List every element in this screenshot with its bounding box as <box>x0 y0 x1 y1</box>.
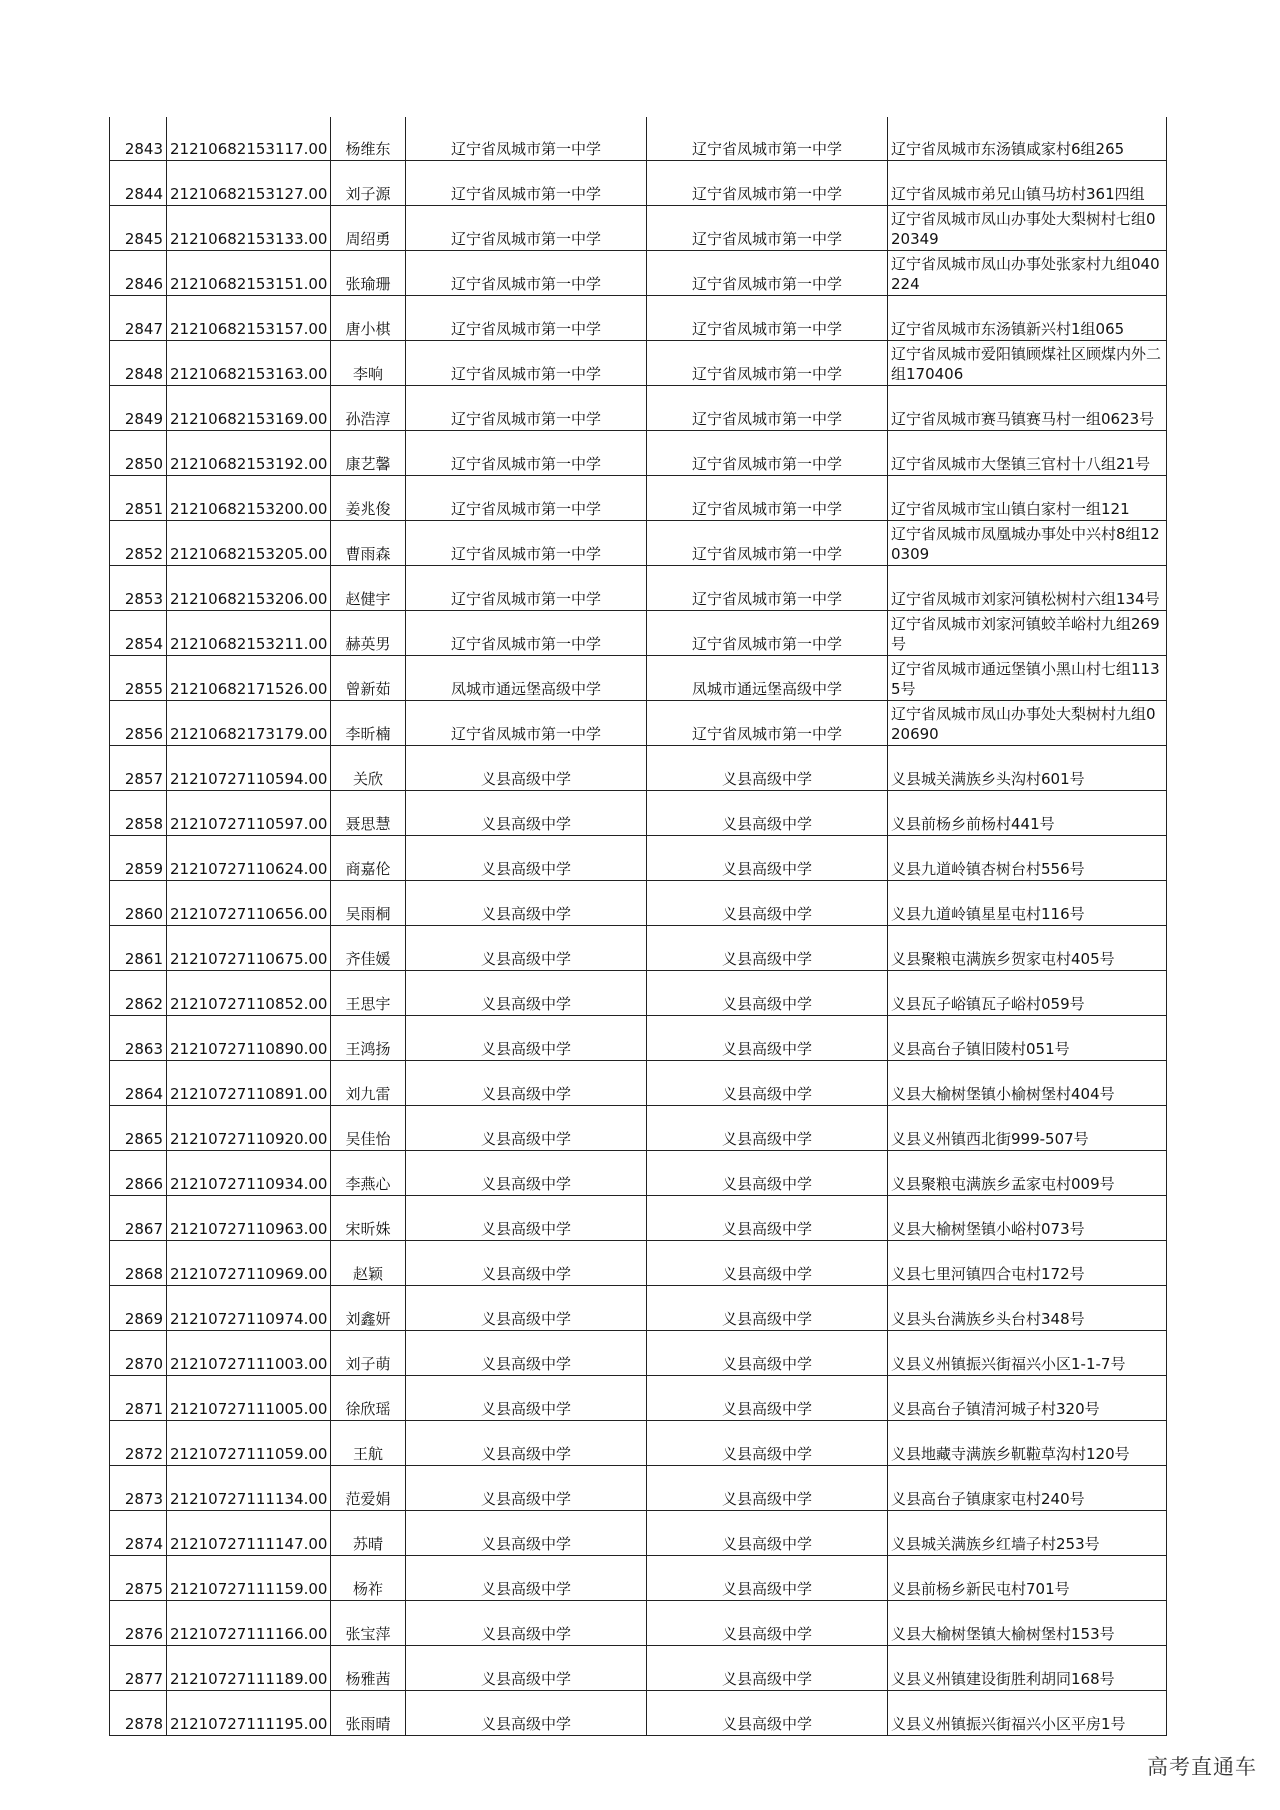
candidate-id: 21210727111166.00 <box>167 1601 331 1646</box>
candidate-id: 21210727111147.00 <box>167 1511 331 1556</box>
school-name: 义县高级中学 <box>406 1016 647 1061</box>
row-number: 2863 <box>110 1016 167 1061</box>
school-name: 义县高级中学 <box>406 1196 647 1241</box>
candidate-id: 21210727110852.00 <box>167 971 331 1016</box>
table-row <box>110 1061 1167 1106</box>
graduating-school: 义县高级中学 <box>647 836 888 881</box>
table-row <box>110 431 1167 476</box>
home-address: 辽宁省凤城市凤凰城办事处中兴村8组120309 <box>888 521 1167 566</box>
school-name: 辽宁省凤城市第一中学 <box>406 117 647 161</box>
graduating-school: 义县高级中学 <box>647 1196 888 1241</box>
row-number: 2851 <box>110 476 167 521</box>
row-number: 2869 <box>110 1286 167 1331</box>
row-number: 2845 <box>110 206 167 251</box>
school-name: 辽宁省凤城市第一中学 <box>406 521 647 566</box>
student-name: 关欣 <box>331 746 406 791</box>
school-name: 义县高级中学 <box>406 1691 647 1736</box>
candidate-id: 21210682153192.00 <box>167 431 331 476</box>
home-address: 义县前杨乡新民屯村701号 <box>888 1556 1167 1601</box>
home-address: 义县高台子镇清河城子村320号 <box>888 1376 1167 1421</box>
student-name: 姜兆俊 <box>331 476 406 521</box>
student-name: 刘九雷 <box>331 1061 406 1106</box>
row-number: 2855 <box>110 656 167 701</box>
table-row <box>110 251 1167 296</box>
student-name: 赫英男 <box>331 611 406 656</box>
candidate-id: 21210727110624.00 <box>167 836 331 881</box>
candidate-id: 21210727111134.00 <box>167 1466 331 1511</box>
home-address: 辽宁省凤城市刘家河镇蛟羊峪村九组269号 <box>888 611 1167 656</box>
graduating-school: 辽宁省凤城市第一中学 <box>647 386 888 431</box>
student-name: 曾新茹 <box>331 656 406 701</box>
candidate-id: 21210727111059.00 <box>167 1421 331 1466</box>
student-name: 唐小棋 <box>331 296 406 341</box>
school-name: 辽宁省凤城市第一中学 <box>406 296 647 341</box>
row-number: 2868 <box>110 1241 167 1286</box>
graduating-school: 义县高级中学 <box>647 1376 888 1421</box>
table-row <box>110 1646 1167 1691</box>
candidate-id: 21210682153151.00 <box>167 251 331 296</box>
candidate-id: 21210727110963.00 <box>167 1196 331 1241</box>
graduating-school: 义县高级中学 <box>647 1691 888 1736</box>
student-name: 周绍勇 <box>331 206 406 251</box>
candidate-id: 21210727111003.00 <box>167 1331 331 1376</box>
school-name: 义县高级中学 <box>406 836 647 881</box>
row-number: 2844 <box>110 161 167 206</box>
candidate-id: 21210727110597.00 <box>167 791 331 836</box>
home-address: 义县七里河镇四合屯村172号 <box>888 1241 1167 1286</box>
school-name: 义县高级中学 <box>406 746 647 791</box>
school-name: 义县高级中学 <box>406 1106 647 1151</box>
student-name: 杨维东 <box>331 117 406 161</box>
candidate-id: 21210682153205.00 <box>167 521 331 566</box>
row-number: 2856 <box>110 701 167 746</box>
table-row <box>110 1691 1167 1736</box>
candidate-id: 21210727111005.00 <box>167 1376 331 1421</box>
school-name: 义县高级中学 <box>406 1601 647 1646</box>
row-number: 2873 <box>110 1466 167 1511</box>
graduating-school: 辽宁省凤城市第一中学 <box>647 206 888 251</box>
school-name: 辽宁省凤城市第一中学 <box>406 386 647 431</box>
table-row <box>110 1421 1167 1466</box>
school-name: 凤城市通远堡高级中学 <box>406 656 647 701</box>
candidate-id: 21210682171526.00 <box>167 656 331 701</box>
school-name: 辽宁省凤城市第一中学 <box>406 611 647 656</box>
table-row <box>110 1601 1167 1646</box>
home-address: 义县大榆树堡镇小榆树堡村404号 <box>888 1061 1167 1106</box>
student-name: 齐佳媛 <box>331 926 406 971</box>
table-row <box>110 1151 1167 1196</box>
student-name: 刘鑫妍 <box>331 1286 406 1331</box>
row-number: 2872 <box>110 1421 167 1466</box>
graduating-school: 辽宁省凤城市第一中学 <box>647 161 888 206</box>
row-number: 2861 <box>110 926 167 971</box>
graduating-school: 义县高级中学 <box>647 791 888 836</box>
home-address: 辽宁省凤城市东汤镇咸家村6组265 <box>888 117 1167 161</box>
candidate-id: 21210727111159.00 <box>167 1556 331 1601</box>
table-row <box>110 521 1167 566</box>
school-name: 辽宁省凤城市第一中学 <box>406 161 647 206</box>
student-name: 张瑜珊 <box>331 251 406 296</box>
home-address: 义县城关满族乡头沟村601号 <box>888 746 1167 791</box>
row-number: 2871 <box>110 1376 167 1421</box>
school-name: 义县高级中学 <box>406 1331 647 1376</box>
row-number: 2857 <box>110 746 167 791</box>
graduating-school: 辽宁省凤城市第一中学 <box>647 296 888 341</box>
row-number: 2859 <box>110 836 167 881</box>
table-row <box>110 1286 1167 1331</box>
home-address: 义县头台满族乡头台村348号 <box>888 1286 1167 1331</box>
student-name: 聂思慧 <box>331 791 406 836</box>
home-address: 义县义州镇振兴街福兴小区平房1号 <box>888 1691 1167 1736</box>
row-number: 2852 <box>110 521 167 566</box>
school-name: 辽宁省凤城市第一中学 <box>406 341 647 386</box>
candidate-id: 21210727110920.00 <box>167 1106 331 1151</box>
table-row <box>110 161 1167 206</box>
row-number: 2866 <box>110 1151 167 1196</box>
row-number: 2848 <box>110 341 167 386</box>
graduating-school: 义县高级中学 <box>647 1151 888 1196</box>
graduating-school: 辽宁省凤城市第一中学 <box>647 251 888 296</box>
school-name: 义县高级中学 <box>406 1421 647 1466</box>
table-row <box>110 1556 1167 1601</box>
graduating-school: 凤城市通远堡高级中学 <box>647 656 888 701</box>
home-address: 义县高台子镇康家屯村240号 <box>888 1466 1167 1511</box>
school-name: 辽宁省凤城市第一中学 <box>406 701 647 746</box>
home-address: 义县义州镇建设街胜利胡同168号 <box>888 1646 1167 1691</box>
home-address: 义县义州镇振兴街福兴小区1-1-7号 <box>888 1331 1167 1376</box>
candidate-id: 21210682173179.00 <box>167 701 331 746</box>
graduating-school: 义县高级中学 <box>647 1241 888 1286</box>
table-row <box>110 296 1167 341</box>
row-number: 2877 <box>110 1646 167 1691</box>
row-number: 2867 <box>110 1196 167 1241</box>
school-name: 辽宁省凤城市第一中学 <box>406 566 647 611</box>
home-address: 辽宁省凤城市爱阳镇顾煤社区顾煤内外二组170406 <box>888 341 1167 386</box>
student-name: 范爱娟 <box>331 1466 406 1511</box>
home-address: 义县聚粮屯满族乡贺家屯村405号 <box>888 926 1167 971</box>
student-name: 刘子萌 <box>331 1331 406 1376</box>
row-number: 2858 <box>110 791 167 836</box>
school-name: 辽宁省凤城市第一中学 <box>406 476 647 521</box>
row-number: 2849 <box>110 386 167 431</box>
home-address: 义县高台子镇旧陵村051号 <box>888 1016 1167 1061</box>
row-number: 2860 <box>110 881 167 926</box>
candidate-id: 21210682153127.00 <box>167 161 331 206</box>
home-address: 义县城关满族乡红墙子村253号 <box>888 1511 1167 1556</box>
candidate-id: 21210727110594.00 <box>167 746 331 791</box>
table-row <box>110 386 1167 431</box>
table-row <box>110 1196 1167 1241</box>
home-address: 辽宁省凤城市凤山办事处张家村九组040224 <box>888 251 1167 296</box>
home-address: 辽宁省凤城市赛马镇赛马村一组0623号 <box>888 386 1167 431</box>
row-number: 2854 <box>110 611 167 656</box>
row-number: 2847 <box>110 296 167 341</box>
candidate-id: 21210682153117.00 <box>167 117 331 161</box>
home-address: 辽宁省凤城市凤山办事处大梨树村七组020349 <box>888 206 1167 251</box>
row-number: 2870 <box>110 1331 167 1376</box>
home-address: 辽宁省凤城市凤山办事处大梨树村九组020690 <box>888 701 1167 746</box>
home-address: 义县义州镇西北街999-507号 <box>888 1106 1167 1151</box>
school-name: 义县高级中学 <box>406 1511 647 1556</box>
graduating-school: 义县高级中学 <box>647 926 888 971</box>
graduating-school: 辽宁省凤城市第一中学 <box>647 431 888 476</box>
graduating-school: 辽宁省凤城市第一中学 <box>647 521 888 566</box>
student-name: 李燕心 <box>331 1151 406 1196</box>
site-watermark: 高考直通车 <box>1147 1755 1257 1779</box>
candidate-id: 21210727111195.00 <box>167 1691 331 1736</box>
school-name: 辽宁省凤城市第一中学 <box>406 251 647 296</box>
candidate-id: 21210727110891.00 <box>167 1061 331 1106</box>
graduating-school: 义县高级中学 <box>647 1421 888 1466</box>
candidate-id: 21210682153157.00 <box>167 296 331 341</box>
home-address: 辽宁省凤城市通远堡镇小黑山村七组1135号 <box>888 656 1167 701</box>
table-row <box>110 611 1167 656</box>
table-row <box>110 746 1167 791</box>
row-number: 2853 <box>110 566 167 611</box>
student-name: 宋昕姝 <box>331 1196 406 1241</box>
table-row <box>110 971 1167 1016</box>
graduating-school: 义县高级中学 <box>647 1286 888 1331</box>
graduating-school: 义县高级中学 <box>647 1106 888 1151</box>
candidate-id: 21210682153200.00 <box>167 476 331 521</box>
graduating-school: 义县高级中学 <box>647 1061 888 1106</box>
table-row <box>110 881 1167 926</box>
student-name: 王思宇 <box>331 971 406 1016</box>
candidate-id: 21210727110974.00 <box>167 1286 331 1331</box>
table-row <box>110 206 1167 251</box>
table-row <box>110 341 1167 386</box>
row-number: 2865 <box>110 1106 167 1151</box>
student-name: 吴雨桐 <box>331 881 406 926</box>
school-name: 义县高级中学 <box>406 1376 647 1421</box>
candidate-id: 21210682153206.00 <box>167 566 331 611</box>
school-name: 义县高级中学 <box>406 1151 647 1196</box>
student-name: 赵健宇 <box>331 566 406 611</box>
student-name: 徐欣瑶 <box>331 1376 406 1421</box>
home-address: 辽宁省凤城市宝山镇白家村一组121 <box>888 476 1167 521</box>
student-name: 杨祚 <box>331 1556 406 1601</box>
student-name: 曹雨森 <box>331 521 406 566</box>
student-roster-table <box>109 117 1167 1736</box>
home-address: 义县大榆树堡镇大榆树堡村153号 <box>888 1601 1167 1646</box>
home-address: 义县前杨乡前杨村441号 <box>888 791 1167 836</box>
graduating-school: 义县高级中学 <box>647 1556 888 1601</box>
row-number: 2875 <box>110 1556 167 1601</box>
home-address: 义县地藏寺满族乡靰鞡草沟村120号 <box>888 1421 1167 1466</box>
table-row <box>110 1331 1167 1376</box>
home-address: 义县大榆树堡镇小峪村073号 <box>888 1196 1167 1241</box>
row-number: 2878 <box>110 1691 167 1736</box>
table-row <box>110 926 1167 971</box>
graduating-school: 辽宁省凤城市第一中学 <box>647 341 888 386</box>
student-name: 李昕楠 <box>331 701 406 746</box>
student-name: 张宝萍 <box>331 1601 406 1646</box>
table-row <box>110 566 1167 611</box>
table-body <box>110 117 1167 1736</box>
table-row <box>110 117 1167 161</box>
table-row <box>110 1376 1167 1421</box>
home-address: 义县瓦子峪镇瓦子峪村059号 <box>888 971 1167 1016</box>
student-name: 张雨晴 <box>331 1691 406 1736</box>
graduating-school: 义县高级中学 <box>647 1331 888 1376</box>
row-number: 2864 <box>110 1061 167 1106</box>
graduating-school: 义县高级中学 <box>647 1511 888 1556</box>
candidate-id: 21210727110934.00 <box>167 1151 331 1196</box>
candidate-id: 21210727110890.00 <box>167 1016 331 1061</box>
student-name: 王航 <box>331 1421 406 1466</box>
student-name: 刘子源 <box>331 161 406 206</box>
table-row <box>110 1466 1167 1511</box>
school-name: 义县高级中学 <box>406 881 647 926</box>
student-name: 王鸿扬 <box>331 1016 406 1061</box>
row-number: 2862 <box>110 971 167 1016</box>
candidate-id: 21210727111189.00 <box>167 1646 331 1691</box>
graduating-school: 辽宁省凤城市第一中学 <box>647 611 888 656</box>
graduating-school: 辽宁省凤城市第一中学 <box>647 476 888 521</box>
student-name: 苏晴 <box>331 1511 406 1556</box>
graduating-school: 义县高级中学 <box>647 1601 888 1646</box>
candidate-id: 21210682153133.00 <box>167 206 331 251</box>
graduating-school: 义县高级中学 <box>647 1646 888 1691</box>
candidate-id: 21210682153211.00 <box>167 611 331 656</box>
school-name: 义县高级中学 <box>406 1061 647 1106</box>
candidate-id: 21210682153163.00 <box>167 341 331 386</box>
row-number: 2876 <box>110 1601 167 1646</box>
table-row <box>110 1016 1167 1061</box>
row-number: 2850 <box>110 431 167 476</box>
school-name: 义县高级中学 <box>406 1556 647 1601</box>
home-address: 义县聚粮屯满族乡孟家屯村009号 <box>888 1151 1167 1196</box>
table-row <box>110 1241 1167 1286</box>
table-row <box>110 701 1167 746</box>
row-number: 2843 <box>110 117 167 161</box>
home-address: 辽宁省凤城市东汤镇新兴村1组065 <box>888 296 1167 341</box>
table-row <box>110 791 1167 836</box>
school-name: 义县高级中学 <box>406 1241 647 1286</box>
school-name: 辽宁省凤城市第一中学 <box>406 206 647 251</box>
school-name: 义县高级中学 <box>406 1466 647 1511</box>
school-name: 义县高级中学 <box>406 971 647 1016</box>
student-name: 赵颖 <box>331 1241 406 1286</box>
row-number: 2874 <box>110 1511 167 1556</box>
row-number: 2846 <box>110 251 167 296</box>
student-name: 孙浩淳 <box>331 386 406 431</box>
table-row <box>110 656 1167 701</box>
graduating-school: 义县高级中学 <box>647 1016 888 1061</box>
school-name: 义县高级中学 <box>406 926 647 971</box>
graduating-school: 义县高级中学 <box>647 971 888 1016</box>
school-name: 义县高级中学 <box>406 791 647 836</box>
home-address: 辽宁省凤城市刘家河镇松树村六组134号 <box>888 566 1167 611</box>
student-name: 商嘉伦 <box>331 836 406 881</box>
home-address: 辽宁省凤城市大堡镇三官村十八组21号 <box>888 431 1167 476</box>
student-name: 李响 <box>331 341 406 386</box>
graduating-school: 辽宁省凤城市第一中学 <box>647 701 888 746</box>
table-row <box>110 476 1167 521</box>
school-name: 辽宁省凤城市第一中学 <box>406 431 647 476</box>
graduating-school: 义县高级中学 <box>647 1466 888 1511</box>
table-row <box>110 1106 1167 1151</box>
graduating-school: 辽宁省凤城市第一中学 <box>647 117 888 161</box>
student-name: 康艺馨 <box>331 431 406 476</box>
table-row <box>110 836 1167 881</box>
graduating-school: 辽宁省凤城市第一中学 <box>647 566 888 611</box>
candidate-id: 21210727110656.00 <box>167 881 331 926</box>
candidate-id: 21210727110675.00 <box>167 926 331 971</box>
graduating-school: 义县高级中学 <box>647 881 888 926</box>
student-name: 吴佳怡 <box>331 1106 406 1151</box>
home-address: 义县九道岭镇杏树台村556号 <box>888 836 1167 881</box>
home-address: 辽宁省凤城市弟兄山镇马坊村361四组 <box>888 161 1167 206</box>
home-address: 义县九道岭镇星星屯村116号 <box>888 881 1167 926</box>
school-name: 义县高级中学 <box>406 1646 647 1691</box>
school-name: 义县高级中学 <box>406 1286 647 1331</box>
candidate-id: 21210727110969.00 <box>167 1241 331 1286</box>
table-row <box>110 1511 1167 1556</box>
student-name: 杨雅茜 <box>331 1646 406 1691</box>
candidate-id: 21210682153169.00 <box>167 386 331 431</box>
graduating-school: 义县高级中学 <box>647 746 888 791</box>
